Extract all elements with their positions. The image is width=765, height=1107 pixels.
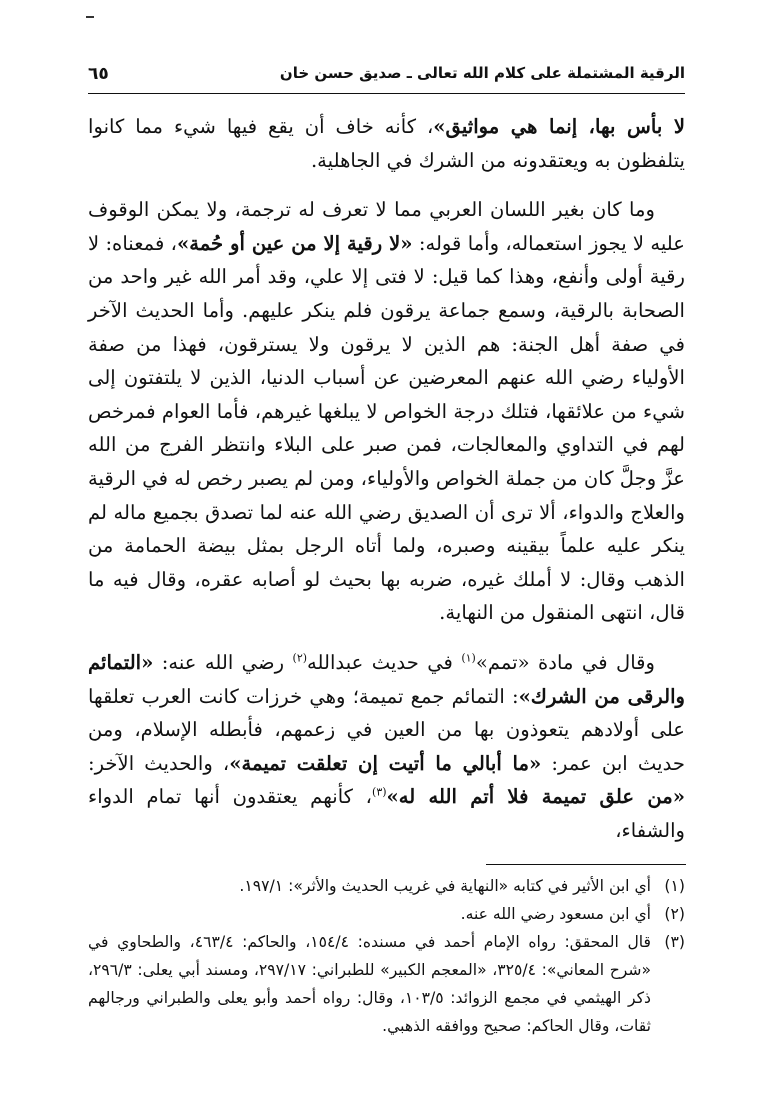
footnote-number: (٣) [664, 933, 685, 951]
paragraph-text: وقال في مادة «تمم» [475, 650, 655, 674]
paragraph-2 [88, 193, 685, 630]
main-text [88, 110, 685, 847]
footnote-ref: (٣) [372, 785, 387, 799]
paragraph-1 [88, 110, 685, 177]
paragraph-text: ، كأنهم يعتقدون أنها تمام الدواء والشفاء، [88, 785, 685, 842]
hadith-quote: «من علق تميمة فلا أتم الله له» [386, 785, 685, 809]
page-header [88, 58, 685, 94]
hadith-quote: «التمائم والرقى من الشرك» [88, 650, 685, 708]
paragraph-3 [88, 646, 685, 848]
footnote [88, 872, 685, 900]
paragraph-text: رضي الله عنه: [153, 650, 293, 674]
hadith-quote: «لا رقية إلا من عين أو حُمة» [176, 231, 413, 255]
hadith-quote: «ما أبالي ما أتيت إن تعلقت تميمة» [229, 751, 542, 775]
hadith-quote: لا بأس بها، إنما هي مواثيق» [433, 115, 685, 138]
paragraph-text: ، كأنه خاف أن يقع فيها شيء مما كانوا يتلفظون به ويعتقدونه من الشرك في الجاهلية. [88, 115, 685, 172]
page-number: ٦٥ [88, 64, 109, 84]
footnote-ref: (١) [461, 651, 476, 665]
paragraph-text: : التمائم جمع تميمة؛ وهي خرزات كانت العرب تعلقها على أولادهم يتعوذون بها من العين في زعمهم، فأبطله الإسلام، ومن حديث ابن عمر: [88, 684, 685, 775]
corner-mark [86, 16, 94, 18]
footnote-number: (٢) [664, 905, 685, 923]
paragraph-text: وما كان بغير اللسان العربي مما لا تعرف له ترجمة، ولا يمكن الوقوف عليه لا يجوز استعماله، وأما قوله: [88, 198, 685, 255]
footnote-number: (١) [664, 877, 685, 895]
paragraph-text: ، فمعناه: لا رقية أولى وأنفع، وهذا كما قيل: لا فتى إلا علي، وقد أمر الله غير واحد من الصحابة بالرقية، وسمع جماعة يرقون فلم ينكر عليهم. وأما الحديث الآخر في صفة أهل الجنة: هم الذين لا يرقون ولا يسترقون، فهذا من صفة الأولياء رضي الله عنهم المعرضين عن أسباب الدنيا، الذين لا يلتفتون إلى شيء من علائقها، فتلك درجة الخواص لا يبلغها غيرهم، فأما العوام فمرخص لهم في التداوي والمعالجات، فمن صبر على البلاء وانتظر الفرج من الله عزَّ وجلَّ كان من جملة الخواص والأولياء، ومن لم يصبر رخص له في الرقية والعلاج والدواء، ألا ترى أن الصديق رضي الله عنه لما تصدق بجميع ماله لم ينكر عليه علماً بيقينه وصبره، ولما أتاه الرجل بمثل بيضة الحمامة من الذهب وقال: لا أملك غيره، ضربه بها بحيث لو أصابه عقره، وقال فيه ما قال، انتهى المنقول من النهاية. [88, 231, 685, 625]
paragraph-text: في حديث عبدالله [307, 650, 462, 674]
paragraph-text: ، والحديث الآخر: [88, 751, 230, 775]
header-rule [88, 93, 685, 94]
footnote [88, 900, 685, 928]
running-title: الرقية المشتملة على كلام الله تعالى ـ صديق حسن خان [279, 64, 685, 82]
footnote-text: قال المحقق: رواه الإمام أحمد في مسنده: ١٥٤/٤، والحاكم: ٤٦٣/٤، والطحاوي في «شرح المعاني»: ٣٢٥/٤، «المعجم الكبير» للطبراني: ٢٩٧/١٧، ومسند أبي يعلى: ٢٩٦/٣، ذكر الهيثمي في مجمع الزوائد: ١٠٣/٥، وقال: رواه أحمد وأبو يعلى والطبراني ورجالهم ثقات، وقال الحاكم: صحيح ووافقه الذهبي. [88, 933, 652, 1035]
footnote-ref: (٢) [292, 651, 308, 665]
footnotes [88, 872, 685, 1040]
footnote-text: أي ابن الأثير في كتابه «النهاية في غريب الحديث والأثر»: ١٩٧/١. [239, 877, 651, 895]
footnote [88, 928, 685, 1040]
footnote-rule [486, 864, 686, 865]
footnote-text: أي ابن مسعود رضي الله عنه. [460, 905, 651, 923]
